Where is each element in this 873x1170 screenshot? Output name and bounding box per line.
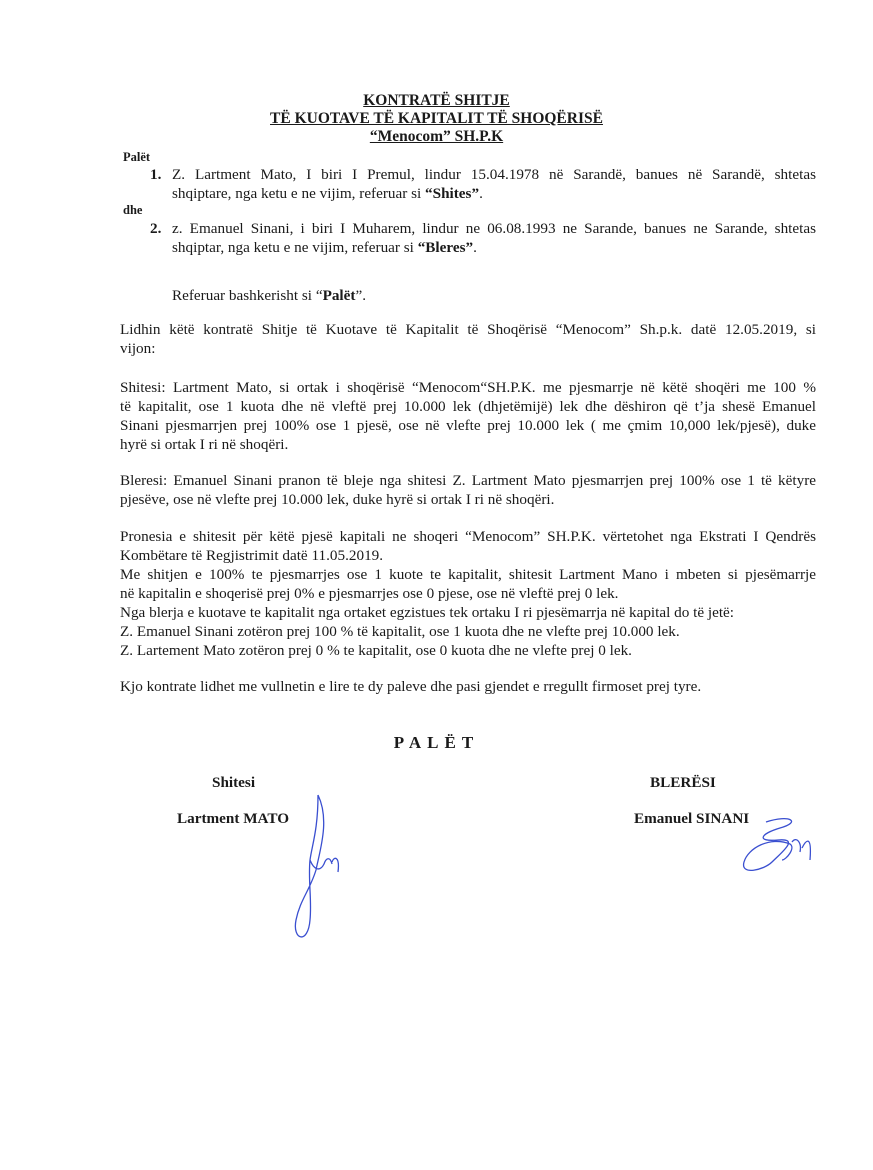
buyer-signature — [730, 812, 820, 882]
seller-role-label: Shitesi — [212, 774, 256, 791]
parties-label: Palët — [123, 150, 151, 164]
seller-line-1: Shitesi: Lartment Mato, si ortak i shoqërisë “Menocom“SH.P.K. me pjesmarrje në këtë shoqëri me 100 % — [120, 379, 816, 396]
party-1-number: 1. — [150, 166, 162, 183]
title-line-1: KONTRATË SHITJE — [363, 92, 510, 109]
collective-suffix: ”. — [355, 287, 366, 304]
party-1-period: . — [479, 185, 483, 202]
title-line-3: “Menocom” SH.P.K — [369, 128, 504, 145]
buyer-line-1: Bleresi: Emanuel Sinani pranon të bleje nga shitesi Z. Lartment Mato pjesmarrjen prej 100% ose 1 të këtyre — [120, 472, 816, 489]
seller-line-2: të kapitalit, ose 1 kuota dhe në vleftë prej 10.000 lek (dhjetëmijë) lek dhe dëshiron që t’ja shesë Emanuel — [120, 398, 816, 415]
party-1-role: “Shites” — [425, 185, 480, 202]
party-2-line-1: z. Emanuel Sinani, i biri I Muharem, lindur ne 06.08.1993 ne Sarande, banues ne Sarande, shtetas — [172, 220, 816, 237]
title-line-2: TË KUOTAVE TË KAPITALIT TË SHOQËRISË — [270, 110, 603, 127]
intro-line-1: Lidhin këtë kontratë Shitje të Kuotave të Kapitalit të Shoqërisë “Menocom” Sh.p.k. datë 12.05.2019, si — [120, 321, 816, 338]
intro-line-2: vijon: — [120, 340, 156, 357]
collective-name: Palët — [322, 287, 356, 304]
party-1-line-1: Z. Lartment Mato, I biri I Premul, lindur 15.04.1978 në Sarandë, banues në Sarandë, shtetas — [172, 166, 816, 183]
party-2-role: “Bleres” — [417, 239, 474, 256]
ownership-line-3: Me shitjen e 100% te pjesmarrjes ose 1 kuote te kapitalit, shitesit Lartment Mano i mbeten si pjesëmarrje — [120, 566, 816, 583]
seller-line-4: hyrë si ortak I ri në shoqëri. — [120, 436, 289, 453]
ownership-line-6: Z. Emanuel Sinani zotëron prej 100 % të kapitalit, ose 1 kuota dhe ne vlefte prej 10.000 lek. — [120, 623, 680, 640]
seller-name: Lartment MATO — [177, 810, 290, 827]
party-2-period: . — [473, 239, 477, 256]
buyer-line-2: pjesëve, ose në vlefte prej 10.000 lek, duke hyrë si ortak I ri në shoqëri. — [120, 491, 555, 508]
party-2-line-2 — [172, 239, 477, 257]
ownership-line-4: në kapitalin e shoqerisë prej 0% e pjesmarrjes ose 0 pjese, ose në vleftë prej 0 lek. — [120, 585, 619, 602]
seller-line-3: Sinani pjesmarrjen prej 100% ose 1 pjesë, ose në vlefte prej 10.000 lek ( me çmim 10,000 lek/pjesë), duke — [120, 417, 816, 434]
ownership-line-7: Z. Lartement Mato zotëron prej 0 % te kapitalit, ose 0 kuota dhe ne vlefte prej 0 lek. — [120, 642, 632, 659]
parties-connector: dhe — [123, 203, 143, 217]
party-2-number: 2. — [150, 220, 162, 237]
buyer-role-label: BLERËSI — [650, 774, 716, 791]
collective-reference — [172, 287, 366, 305]
party-1-line-2-text: shqiptare, nga ketu e ne vijim, referuar si — [172, 185, 426, 202]
signatures-heading: PALËT — [393, 733, 480, 752]
buyer-name: Emanuel SINANI — [634, 810, 750, 827]
party-2-line-2-text: shqiptar, nga ketu e ne vijim, referuar si — [172, 239, 418, 256]
ownership-line-5: Nga blerja e kuotave te kapitalit nga ortaket egzistues tek ortaku I ri pjesëmarrja në kapital do të jetë: — [120, 604, 735, 621]
seller-signature — [280, 790, 350, 950]
collective-prefix: Referuar bashkerisht si “ — [172, 287, 323, 304]
ownership-line-2: Kombëtare të Regjistrimit datë 11.05.2019. — [120, 547, 384, 564]
ownership-line-1: Pronesia e shitesit për këtë pjesë kapitali ne shoqeri “Menocom” SH.P.K. vërtetohet nga Ekstrati I Qendrës — [120, 528, 816, 545]
closing-statement: Kjo kontrate lidhet me vullnetin e lire te dy paleve dhe pasi gjendet e rregullt firmoset prej tyre. — [120, 678, 702, 695]
party-1-line-2 — [172, 185, 483, 203]
